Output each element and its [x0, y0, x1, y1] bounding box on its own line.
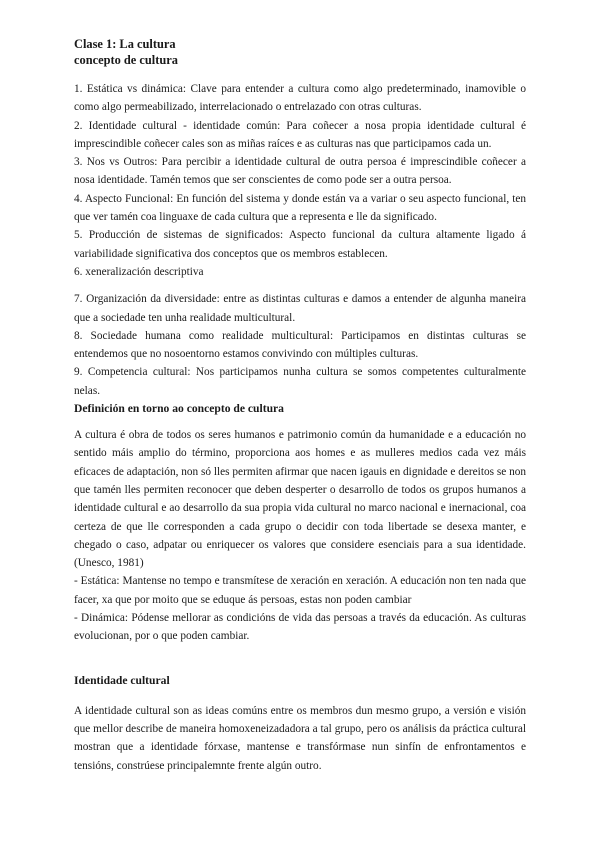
list-item-9: 9. Competencia cultural: Nos participamos nunha cultura se somos competentes culturalmente nelas. — [74, 366, 526, 397]
list-item-7: 7. Organización da diversidade: entre as distintas culturas e damos a entender de algunha maneira que a sociedade ten unha realidade multicultural. — [74, 293, 526, 324]
document-subtitle: concepto de cultura — [74, 53, 178, 67]
concept-list-part2 — [74, 290, 526, 400]
section-heading-identity: Identidade cultural — [74, 673, 170, 687]
definition-bullet-dynamic: - Dinámica: Pódense mellorar as condicións de vida das persoas a través da educación. As culturas evolucionan, por o que poden cambiar. — [74, 612, 526, 643]
definition-paragraph: A cultura é obra de todos os seres humanos e patrimonio común da humanidade e a educación no sentido máis amplio do término, proporciona aos homes e as mulleres medios cada vez máis eficaces de adaptación, non só lles permiten afirmar que nacen igauis en dignidade e dereitos se non que tamén lles permiten reconocer que deben desperter o desarrollo de todos os grupos humanos a identidade cultural e ao desarrollo da sua propia vida cultural no marco nacional e inernacional, coa certeza de que lle corresponden a cada grupo o decidir con toda libertade se desexa manter, e chegado o caso, adpatar ou enriquecer os valores que considere esenciais para a sua identidade. (Unesco, 1981) — [74, 429, 527, 570]
document-title: Clase 1: La cultura — [74, 37, 176, 51]
list-item-4: 4. Aspecto Funcional: En función del sistema y donde están va a variar o seu aspecto funcional, ten que ver tamén coa linguaxe de cada cultura que a representa e lle da significado. — [74, 192, 526, 224]
list-item-8: 8. Sociedade humana como realidade multicultural: Participamos en distintas culturas se entendemos que no nosoentorno estamos convivindo con múltiples culturas. — [74, 329, 526, 361]
list-item-1: 1. Estática vs dinámica: Clave para entender a cultura como algo predeterminado, inamovible o como algo permeabilizado, interrelacionado o entrelazado con otras culturas. — [74, 83, 526, 114]
list-item-5: 5. Producción de sistemas de significados: Aspecto funcional da cultura altamente ligado á variabilidade significativa dos conceptos que os membros establecen. — [74, 229, 526, 260]
concept-list-part1 — [74, 80, 526, 281]
list-item-3: 3. Nos vs Outros: Para percibir a identidade cultural de outra persoa é imprescindible coñecer a nosa identidade. Tamén temos que ser conscientes de como pode ser a outra persoa. — [74, 156, 526, 187]
document-page — [74, 36, 526, 775]
list-item-6: 6. xeneralización descriptiva — [74, 265, 204, 278]
section-heading-definition: Definición en torno ao concepto de cultura — [74, 402, 284, 416]
list-item-2: 2. Identidade cultural - identidade común: Para coñecer a nosa propia identidade cultural é imprescindible coñecer cales son as miñas raíces e as culturas nas que participamos cada un. — [74, 119, 526, 150]
identity-paragraph: A identidade cultural son as ideas comúns entre os membros dun mesmo grupo, a versión e visión que mellor describe de maneira homoxeneizadadora a tal grupo, pero os análisis da práctica cultural mostran que a identidade fórxase, mantense e transfórmase nun sinfín de enfrontamentos e tensións, constrúese principalemnte frente algún outro. — [74, 704, 526, 772]
definition-bullet-static: - Estática: Mantense no tempo e transmítese de xeración en xeración. A educación non ten nada que facer, xa que por moito que se eduque ás persoas, estas non poden cambiar — [74, 575, 526, 606]
